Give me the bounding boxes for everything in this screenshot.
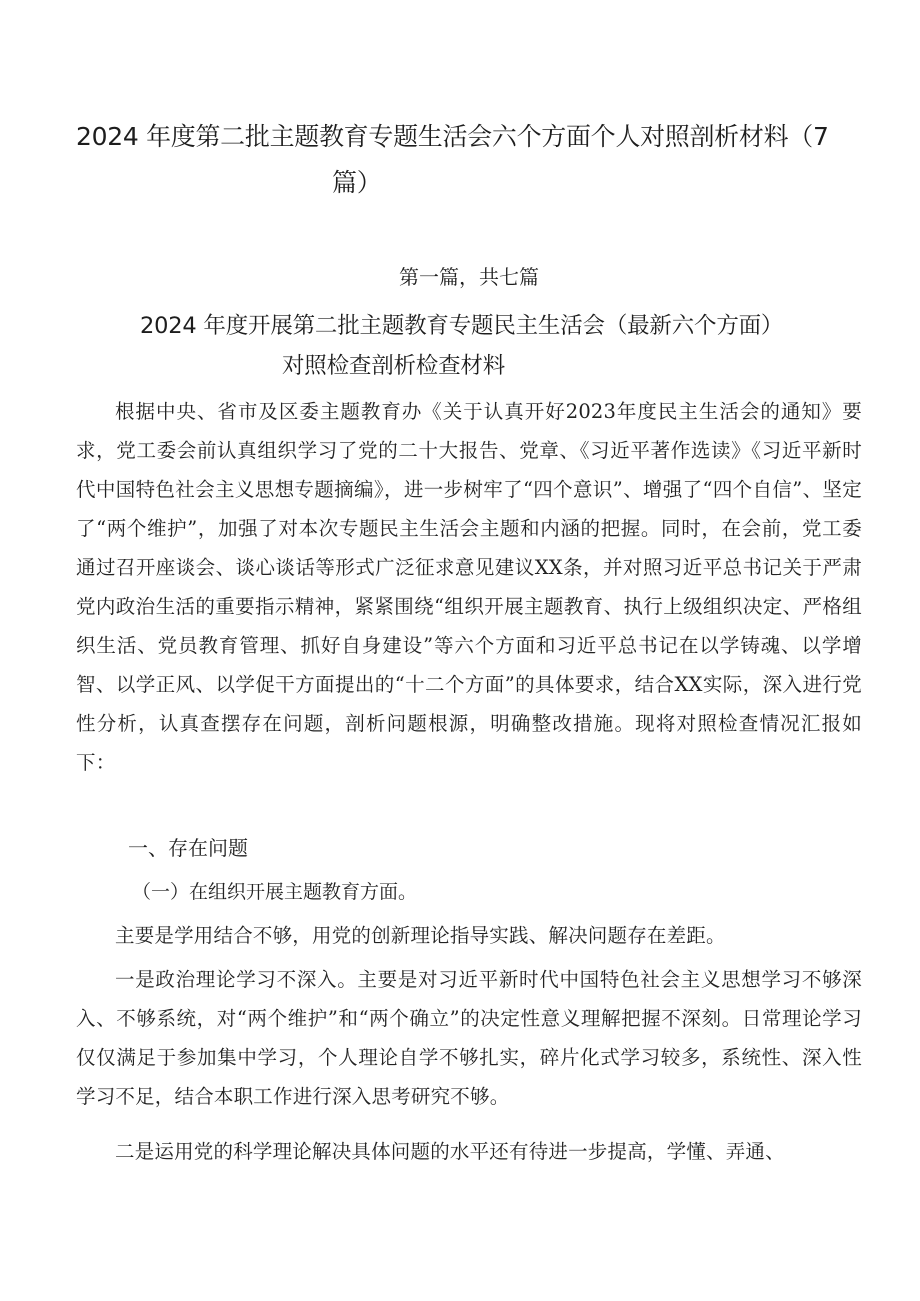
article-title bbox=[140, 306, 880, 386]
article-title-line-1: 2024 年度开展第二批主题教育专题民主生活会（最新六个方面） bbox=[140, 313, 784, 339]
article-title-line-2: 对照检查剖析检查材料 bbox=[282, 353, 506, 379]
body-paragraph-1: 主要是学用结合不够，用党的创新理论指导实践、解决问题存在差距。 bbox=[115, 924, 726, 947]
chapter-label: 第一篇，共七篇 bbox=[399, 265, 539, 289]
body-paragraph-2: 一是政治理论学习不深入。主要是对习近平新时代中国特色社会主义思想学习不够深入、不够系统，对“两个维护”和“两个确立”的决定性意义理解把握不深刻。日常理论学习仅仅满足于参加集中学习，个人理论自学不够扎实，碎片化式学习较多，系统性、深入性学习不足，结合本职工作进行深入思考研究不够。 bbox=[76, 968, 862, 1108]
document-title bbox=[76, 114, 856, 206]
document-title-line-1: 2024 年度第二批主题教育专题生活会六个方面个人对照剖析材料（7 bbox=[76, 122, 829, 151]
document-title-line-2: 篇） bbox=[332, 168, 382, 197]
intro-paragraph: 根据中央、省市及区委主题教育办《关于认真开好2023年度民主生活会的通知》要求，党工委会前认真组织学习了党的二十大报告、党章、《习近平著作选读》《习近平新时代中国特色社会主义思想专题摘编》，进一步树牢了“四个意识”、增强了“四个自信”、坚定了“两个维护”，加强了对本次专题民主生活会主题和内涵的把握。同时，在会前，党工委通过召开座谈会、谈心谈话等形式广泛征求意见建议XX条，并对照习近平总书记关于严肃党内政治生活的重要指示精神，紧紧围绕“组织开展主题教育、执行上级组织决定、严格组织生活、党员教育管理、抓好自身建设”等六个方面和习近平总书记在以学铸魂、以学增智、以学正风、以学促干方面提出的“十二个方面”的具体要求，结合XX实际，深入进行党性分析，认真查摆存在问题，剖析问题根源，明确整改措施。现将对照检查情况汇报如下： bbox=[76, 400, 862, 774]
subsection-heading: （一）在组织开展主题教育方面。 bbox=[132, 881, 418, 903]
section-heading: 一、存在问题 bbox=[128, 836, 248, 860]
body-paragraph-3: 二是运用党的科学理论解决具体问题的水平还有待进一步提高，学懂、弄通、 bbox=[115, 1140, 785, 1163]
